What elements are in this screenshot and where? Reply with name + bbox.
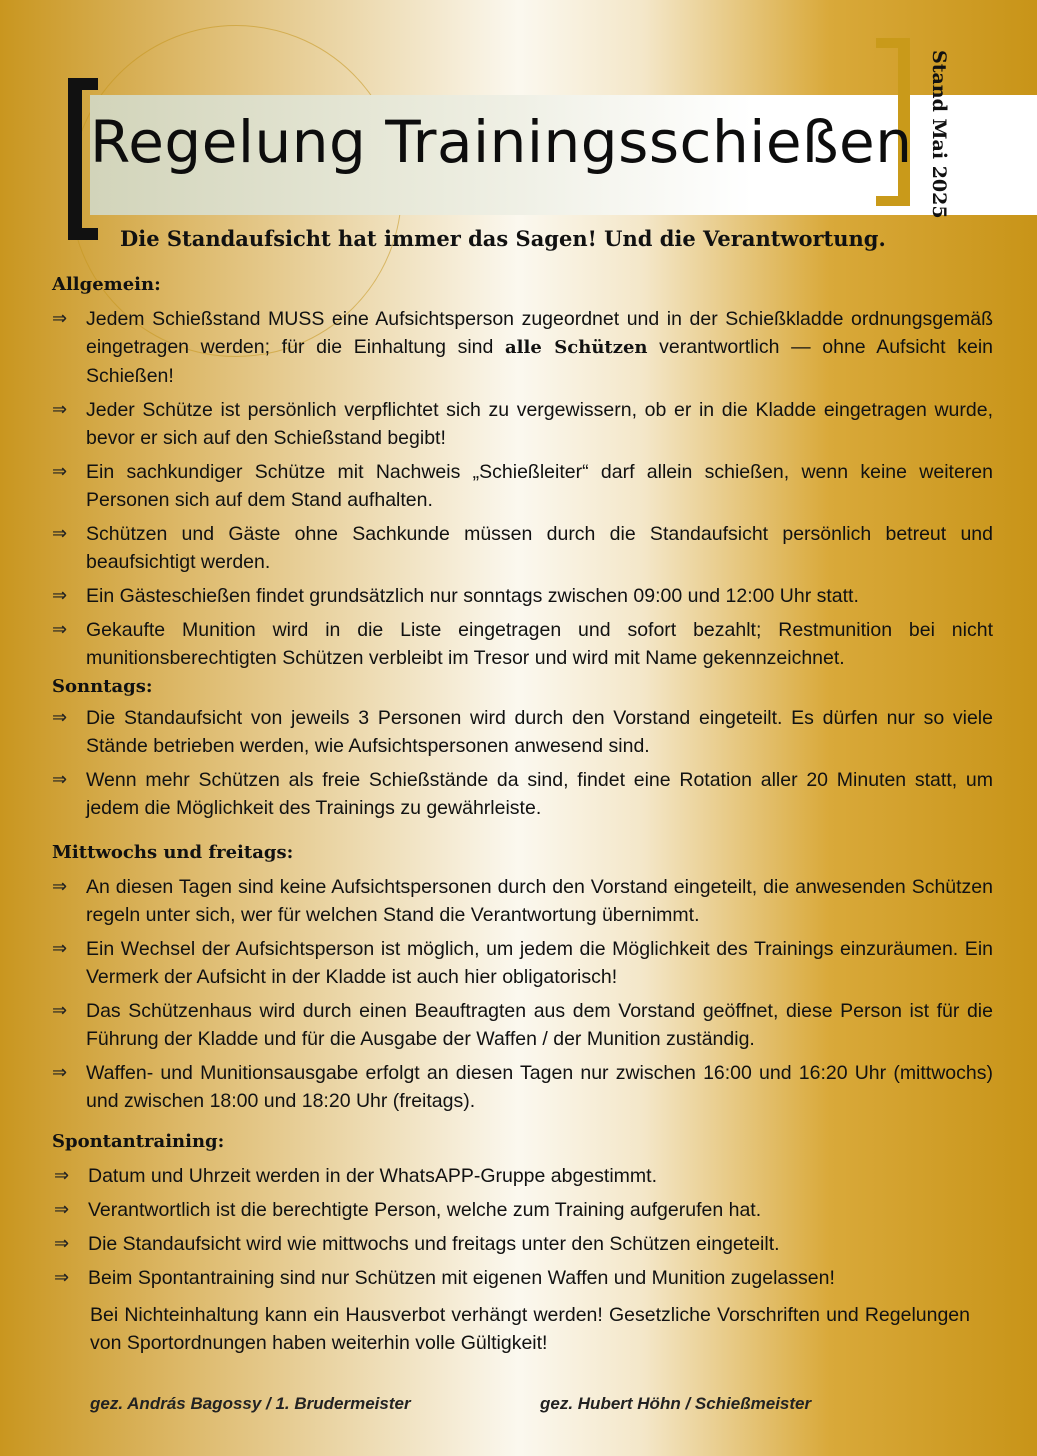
emphasis-text: alle Schützen bbox=[505, 337, 648, 358]
arrow-right-icon: ⇒ bbox=[52, 523, 68, 544]
list-item-text: Ein Wechsel der Aufsichtsperson ist möglich, um jedem die Möglichkeit des Trainings einzuräumen. Ein Vermerk der Aufsicht in der Kladde ist auch hier obligatorisch! bbox=[86, 938, 993, 988]
list-item-text: Gekaufte Munition wird in die Liste eingetragen und sofort bezahlt; Restmunition bei nicht munitionsberechtigten Schützen verbleibt im Tresor und wird mit Name gekennzeichnet. bbox=[86, 619, 993, 669]
arrow-right-icon: ⇒ bbox=[52, 876, 68, 897]
allgemein-list bbox=[48, 305, 993, 678]
list-item bbox=[50, 1264, 995, 1292]
arrow-right-icon: ⇒ bbox=[52, 308, 68, 329]
list-item-text: Verantwortlich ist die berechtigte Person, welche zum Training aufgerufen hat. bbox=[88, 1199, 762, 1221]
sonntags-list bbox=[48, 704, 993, 828]
list-item-text: Jeder Schütze ist persönlich verpflichtet sich zu vergewissern, ob er in die Kladde eingetragen wurde, bevor er sich auf den Schießstand begibt! bbox=[86, 399, 993, 449]
mittwochs-list bbox=[48, 873, 993, 1121]
section-heading-spontantraining: Spontantraining: bbox=[52, 1131, 225, 1152]
list-item-text: Waffen- und Munitionsausgabe erfolgt an diesen Tagen nur zwischen 16:00 und 16:20 Uhr (mittwochs) und zwischen 18:00 und 18:20 Uhr (freitags). bbox=[86, 1062, 993, 1112]
list-item bbox=[48, 582, 993, 610]
arrow-right-icon: ⇒ bbox=[52, 461, 68, 482]
arrow-right-icon: ⇒ bbox=[52, 585, 68, 606]
list-item-text: Ein Gästeschießen findet grundsätzlich nur sonntags zwischen 09:00 und 12:00 Uhr statt. bbox=[86, 585, 859, 607]
arrow-right-icon: ⇒ bbox=[52, 707, 68, 728]
list-item bbox=[50, 1230, 995, 1258]
signature-left: gez. András Bagossy / 1. Brudermeister bbox=[90, 1394, 411, 1413]
signature-right: gez. Hubert Höhn / Schießmeister bbox=[540, 1394, 812, 1413]
arrow-right-icon: ⇒ bbox=[52, 769, 68, 790]
list-item-text: Das Schützenhaus wird durch einen Beauftragten aus dem Vorstand geöffnet, diese Person ist für die Führung der Kladde und für die Ausgabe der Waffen / der Munition zuständig. bbox=[86, 1000, 993, 1050]
arrow-right-icon: ⇒ bbox=[52, 619, 68, 640]
list-item bbox=[48, 1059, 993, 1115]
version-date: Stand Mai 2025 bbox=[928, 50, 950, 219]
list-item-text: Beim Spontantraining sind nur Schützen mit eigenen Waffen und Munition zugelassen! bbox=[88, 1267, 835, 1289]
list-item bbox=[50, 1162, 995, 1190]
list-item bbox=[48, 997, 993, 1053]
list-item-text: Die Standaufsicht wird wie mittwochs und freitags unter den Schützen eingeteilt. bbox=[88, 1233, 780, 1255]
arrow-right-icon: ⇒ bbox=[52, 1000, 68, 1021]
list-item bbox=[48, 935, 993, 991]
list-item-text: Wenn mehr Schützen als freie Schießstände da sind, findet eine Rotation aller 20 Minuten statt, um jedem die Möglichkeit des Trainings zu gewährleiste. bbox=[86, 769, 993, 819]
arrow-right-icon: ⇒ bbox=[52, 1062, 68, 1083]
list-item bbox=[48, 458, 993, 514]
list-item-text: Die Standaufsicht von jeweils 3 Personen wird durch den Vorstand eingeteilt. Es dürfen nur so viele Stände betrieben werden, wie Aufsichtspersonen anwesend sind. bbox=[86, 707, 993, 757]
list-item bbox=[48, 520, 993, 576]
page-title: Regelung Trainingsschießen bbox=[90, 108, 913, 176]
section-heading-mittwochs: Mittwochs und freitags: bbox=[52, 842, 294, 863]
list-item bbox=[48, 616, 993, 672]
section-heading-allgemein: Allgemein: bbox=[52, 274, 161, 295]
subtitle: Die Standaufsicht hat immer das Sagen! Und die Verantwortung. bbox=[120, 226, 886, 251]
list-item bbox=[48, 873, 993, 929]
arrow-right-icon: ⇒ bbox=[52, 938, 68, 959]
list-item-text: Jedem Schießstand MUSS eine Aufsichtsperson zugeordnet und in der Schießkladde ordnungsgemäß eingetragen werden; für die Einhaltung sind alle Schützen verantwortlich — ohne Aufsicht kein Schießen! bbox=[86, 308, 993, 387]
list-item-text: Datum und Uhrzeit werden in der WhatsAPP-Gruppe abgestimmt. bbox=[88, 1165, 657, 1187]
spontan-list bbox=[50, 1162, 995, 1298]
list-item bbox=[48, 766, 993, 822]
arrow-right-icon: ⇒ bbox=[54, 1165, 70, 1186]
list-item bbox=[48, 396, 993, 452]
list-item-text: An diesen Tagen sind keine Aufsichtspersonen durch den Vorstand eingeteilt, die anwesenden Schützen regeln unter sich, wer für welchen Stand die Verantwortung übernimmt. bbox=[86, 876, 993, 926]
arrow-right-icon: ⇒ bbox=[54, 1199, 70, 1220]
list-item bbox=[50, 1196, 995, 1224]
list-item-text: Ein sachkundiger Schütze mit Nachweis „Schießleiter“ darf allein schießen, wenn keine weiteren Personen sich auf dem Stand aufhalten. bbox=[86, 461, 993, 511]
list-item-text: Schützen und Gäste ohne Sachkunde müssen durch die Standaufsicht persönlich betreut und beaufsichtigt werden. bbox=[86, 523, 993, 573]
arrow-right-icon: ⇒ bbox=[54, 1267, 70, 1288]
closing-notice: Bei Nichteinhaltung kann ein Hausverbot verhängt werden! Gesetzliche Vorschriften und Regelungen von Sportordnungen haben weiterhin volle Gültigkeit! bbox=[90, 1304, 970, 1354]
list-item bbox=[48, 305, 993, 390]
arrow-right-icon: ⇒ bbox=[52, 399, 68, 420]
list-item bbox=[48, 704, 993, 760]
section-heading-sonntags: Sonntags: bbox=[52, 676, 153, 697]
arrow-right-icon: ⇒ bbox=[54, 1233, 70, 1254]
